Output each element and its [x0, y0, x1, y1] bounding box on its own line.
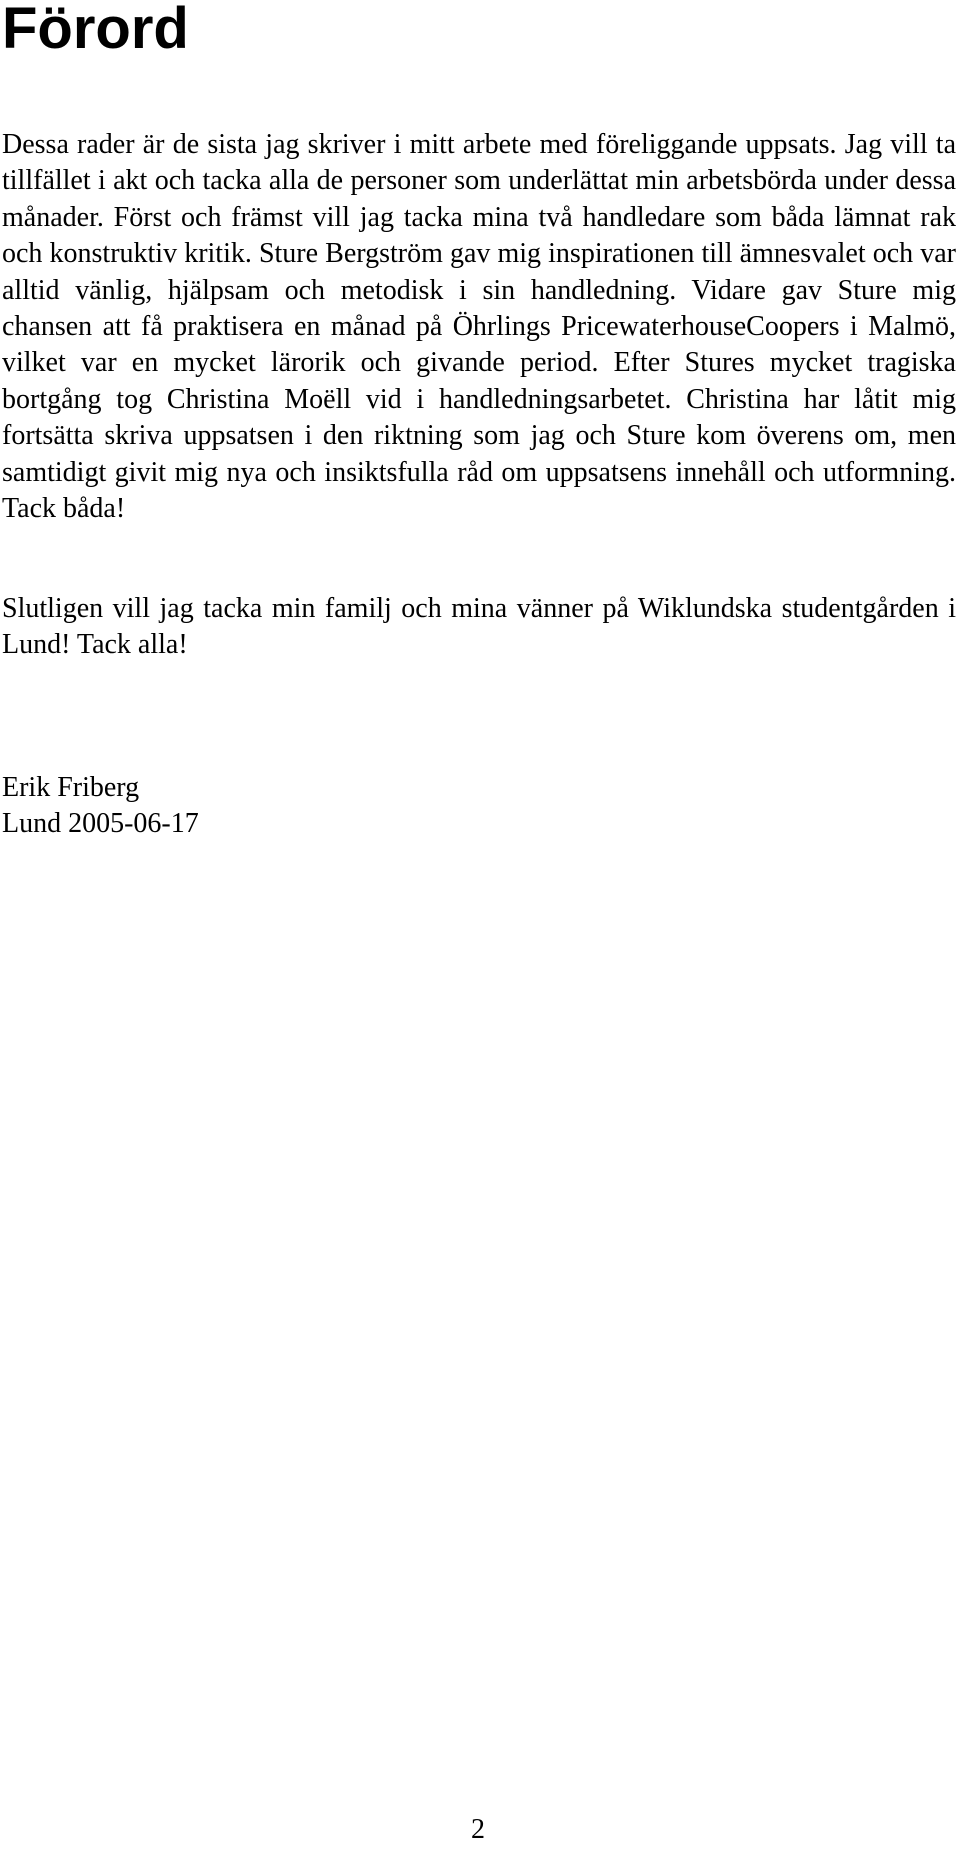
acknowledgement-paragraph-1: Dessa rader är de sista jag skriver i mitt arbete med föreliggande uppsats. Jag vill ta tillfället i akt och tacka alla de personer som underlättat min arbetsbörda under dessa månader. Först och främst vill jag tacka mina två handledare som båda lämnat rak och konstruktiv kritik. Sture Bergström gav mig inspirationen till ämnesvalet och var alltid vänlig, hjälpsam och metodisk i sin handledning. Vidare gav Sture mig chansen att få praktisera en månad på Öhrlings PricewaterhouseCoopers i Malmö, vilket var en mycket lärorik och givande period. Efter Stures mycket tragiska bortgång tog Christina Moëll vid i handledningsarbetet. Christina har låtit mig fortsätta skriva uppsatsen i den riktning som jag och Sture kom överens om, men samtidigt givit mig nya och insiktsfulla råd om uppsatsens innehåll och utformning. Tack båda! — [2, 129, 956, 525]
acknowledgement-paragraph-2: Slutligen vill jag tacka min familj och mina vänner på Wiklundska studentgården i Lund! Tack alla! — [2, 593, 956, 661]
signature-block — [2, 770, 199, 843]
place-and-date: Lund 2005-06-17 — [2, 808, 199, 840]
page-title: Förord — [2, 0, 189, 61]
page-number: 2 — [471, 1814, 485, 1845]
author-name: Erik Friberg — [2, 772, 140, 803]
page-number-footer — [0, 1812, 956, 1848]
